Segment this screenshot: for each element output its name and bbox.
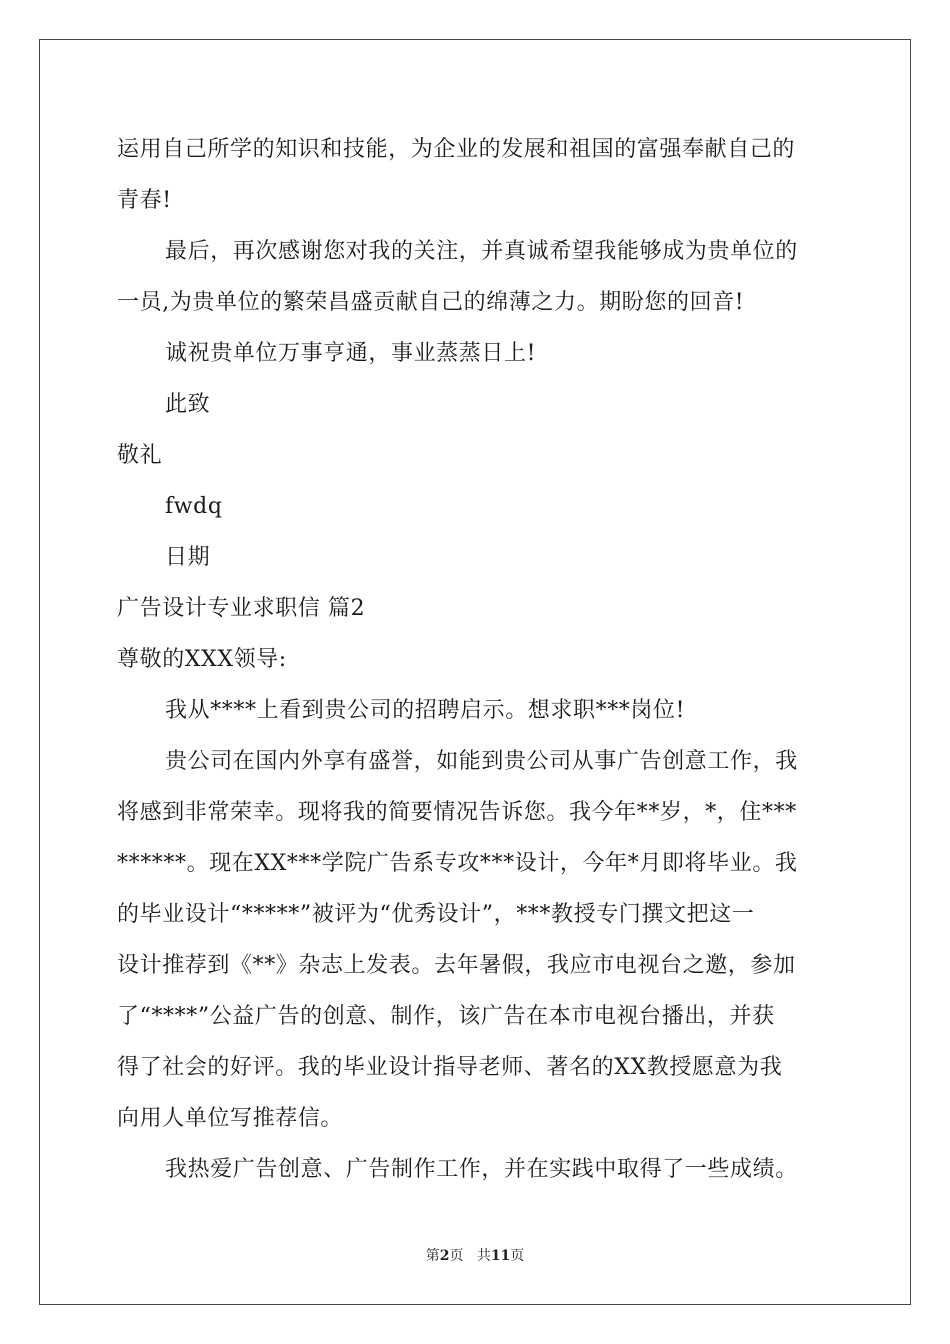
paragraph-line: 将感到非常荣幸。现将我的简要情况告诉您。我今年**岁，*，住*** — [117, 800, 797, 825]
signature-line: fwdq — [165, 494, 223, 519]
document-body — [117, 124, 837, 1195]
paragraph-line: 得了社会的好评。我的毕业设计指导老师、著名的XX教授愿意为我 — [117, 1055, 783, 1080]
paragraph-line: 青春! — [117, 188, 172, 213]
date-line: 日期 — [165, 545, 211, 570]
paragraph-line: 运用自己所学的知识和技能，为企业的发展和祖国的富强奉献自己的 — [117, 137, 796, 162]
total-unit: 页 — [510, 1248, 525, 1264]
page-label: 第 — [425, 1248, 440, 1264]
paragraph-line: 最后，再次感谢您对我的关注，并真诚希望我能够成为贵单位的 — [165, 239, 798, 264]
paragraph-line: 我热爱广告创意、广告制作工作，并在实践中取得了一些成绩。 — [165, 1157, 798, 1182]
paragraph-line: 诚祝贵单位万事亨通，事业蒸蒸日上! — [165, 341, 537, 366]
page-unit: 页 — [449, 1248, 464, 1264]
salutation-line: 尊敬的XXX领导: — [117, 647, 287, 672]
paragraph-line: 了“****”公益广告的创意、制作，该广告在本市电视台播出，并获 — [117, 1004, 775, 1029]
section-heading: 广告设计专业求职信 篇2 — [117, 596, 366, 621]
closing-line: 敬礼 — [117, 443, 163, 468]
paragraph-line: 的毕业设计“*****”被评为“优秀设计”，***教授专门撰文把这一 — [117, 902, 755, 927]
page-footer — [0, 1245, 950, 1265]
paragraph-line: 向用人单位写推荐信。 — [117, 1106, 344, 1131]
closing-line: 此致 — [165, 392, 211, 417]
paragraph-line: 一员,为贵单位的繁荣昌盛贡献自己的绵薄之力。期盼您的回音! — [117, 290, 745, 315]
paragraph-line: 设计推荐到《**》杂志上发表。去年暑假，我应市电视台之邀，参加 — [117, 953, 796, 978]
page-current: 2 — [439, 1248, 450, 1264]
total-label: 共 — [476, 1248, 491, 1264]
page-total: 11 — [490, 1248, 511, 1264]
paragraph-line: 贵公司在国内外享有盛誉，如能到贵公司从事广告创意工作，我 — [165, 749, 798, 774]
paragraph-line: 我从****上看到贵公司的招聘启示。想求职***岗位! — [165, 698, 686, 723]
paragraph-line: ******。现在XX***学院广告系专攻***设计，今年*月即将毕业。我 — [117, 851, 798, 876]
